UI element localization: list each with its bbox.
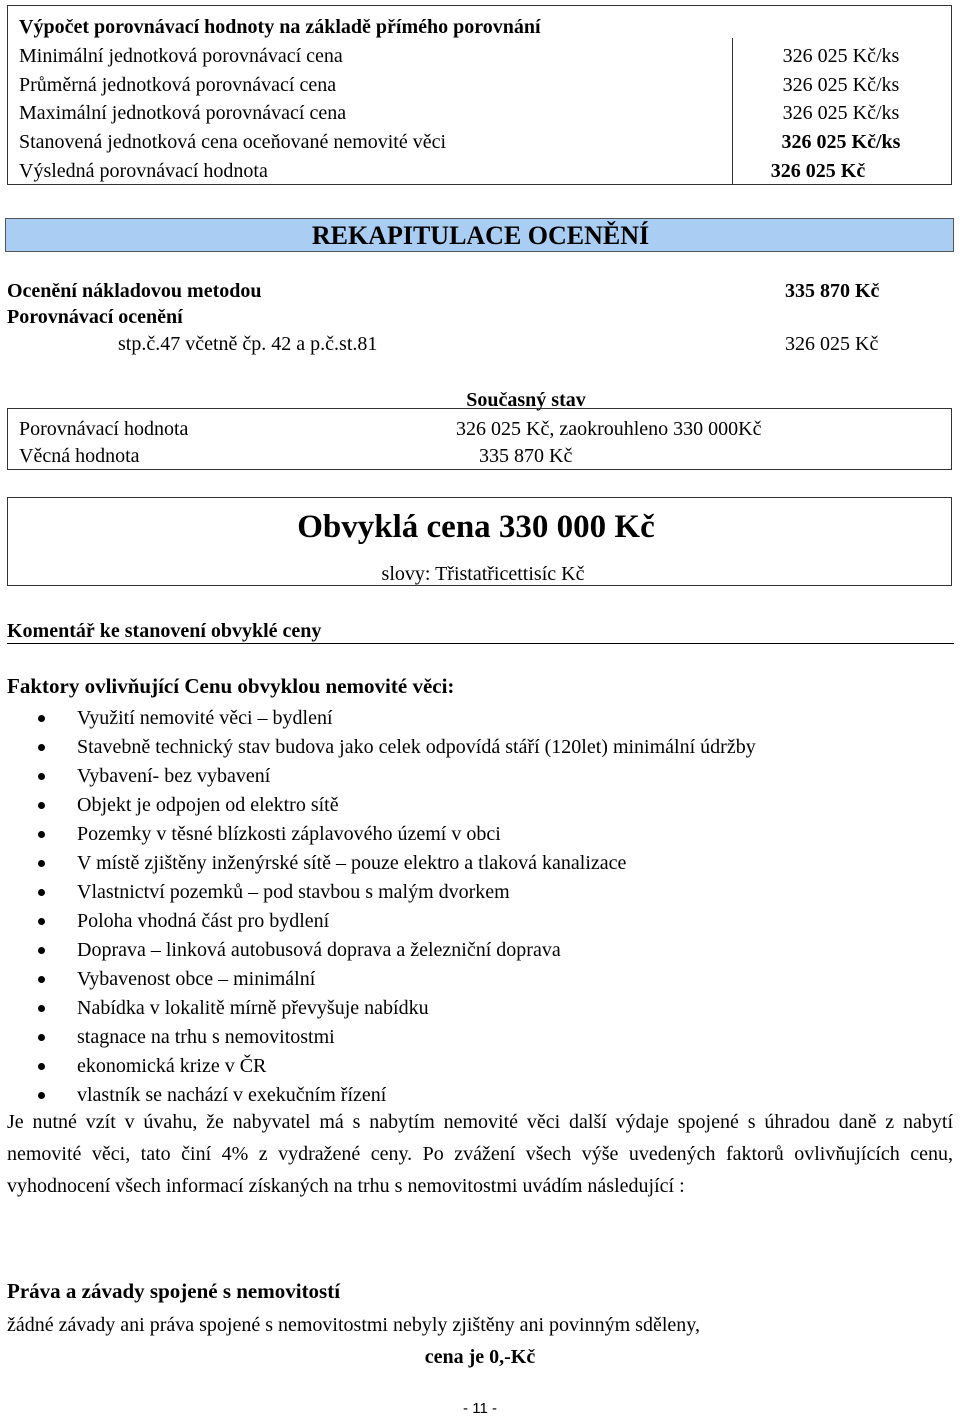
list-item: stagnace na trhu s nemovitostmi: [38, 1023, 756, 1052]
comment-heading: Komentář ke stanovení obvyklé ceny: [7, 620, 322, 642]
comment-rule: [7, 643, 954, 644]
comparative-label: Porovnávací ocenění: [7, 306, 183, 328]
list-item: Vybavenost obce – minimální: [38, 965, 756, 994]
list-item: V místě zjištěny inženýrské sítě – pouze elektro a tlaková kanalizace: [38, 849, 756, 878]
rights-price: cena je 0,-Kč: [424, 1346, 536, 1368]
comparison-value: 326 025 Kč, zaokrouhleno 330 000Kč: [456, 418, 762, 440]
comparison-title: Výpočet porovnávací hodnoty na základě přímého porovnání: [19, 16, 541, 38]
bullet-icon: [38, 1005, 45, 1012]
list-item: Využití nemovité věci – bydlení: [38, 704, 756, 733]
cost-method-label: Ocenění nákladovou metodou: [7, 280, 262, 302]
bullet-icon: [38, 860, 45, 867]
comparative-value: 326 025 Kč: [785, 333, 879, 355]
usual-price-words: slovy: Třistatřicettisíc Kč: [381, 563, 585, 585]
result-label: Výsledná porovnávací hodnota: [19, 160, 268, 182]
recap-title: REKAPITULACE OCENĚNÍ: [311, 221, 650, 250]
bullet-icon: [38, 947, 45, 954]
bullet-icon: [38, 918, 45, 925]
material-value: 335 870 Kč: [479, 445, 573, 467]
usual-price-headline: Obvyklá cena 330 000 Kč: [297, 509, 655, 545]
list-item: Vybavení- bez vybavení: [38, 762, 756, 791]
max-price-label: Maximální jednotková porovnávací cena: [19, 102, 347, 124]
list-item: vlastník se nachází v exekučním řízení: [38, 1081, 756, 1110]
comparative-sub: stp.č.47 včetně čp. 42 a p.č.st.81: [118, 333, 378, 355]
list-item: Poloha vhodná část pro bydlení: [38, 907, 756, 936]
set-price-label: Stanovená jednotková cena oceňované nemovité věci: [19, 131, 447, 153]
bullet-icon: [38, 889, 45, 896]
min-price-label: Minimální jednotková porovnávací cena: [19, 45, 343, 67]
list-item: Nabídka v lokalitě mírně převyšuje nabídku: [38, 994, 756, 1023]
list-item: ekonomická krize v ČR: [38, 1052, 756, 1081]
list-item: Vlastnictví pozemků – pod stavbou s malým dvorkem: [38, 878, 756, 907]
factors-list: [38, 704, 756, 1110]
rights-heading: Práva a závady spojené s nemovitostí: [7, 1279, 341, 1303]
bullet-icon: [38, 715, 45, 722]
bullet-icon: [38, 802, 45, 809]
bullet-icon: [38, 744, 45, 751]
bullet-icon: [38, 976, 45, 983]
considerations-paragraph: Je nutné vzít v úvahu, že nabyvatel má s nabytím nemovité věci další výdaje spojené s úhradou daně z nabytí nemovité věci, tato činí 4% z vydražené ceny. Po zvážení všech výše uvedených faktorů ovlivňujících cenu, vyhodnocení všech informací získaných na trhu s nemovitostmi uvádím následující :: [7, 1111, 953, 1197]
current-state-heading: Současný stav: [466, 389, 586, 411]
comparison-value-label: Porovnávací hodnota: [19, 418, 189, 440]
avg-price-label: Průměrná jednotková porovnávací cena: [19, 74, 337, 96]
list-item: Stavebně technický stav budova jako celek odpovídá stáří (120let) minimální údržby: [38, 733, 756, 762]
bullet-icon: [38, 1034, 45, 1041]
bullet-icon: [38, 1063, 45, 1070]
bullet-icon: [38, 773, 45, 780]
min-price-value: 326 025 Kč/ks: [782, 45, 900, 67]
page-number: - 11 -: [463, 1400, 497, 1417]
bullet-icon: [38, 1092, 45, 1099]
list-item: Pozemky v těsné blízkosti záplavového území v obci: [38, 820, 756, 849]
material-value-label: Věcná hodnota: [19, 445, 140, 467]
set-price-value: 326 025 Kč/ks: [781, 131, 901, 153]
avg-price-value: 326 025 Kč/ks: [782, 74, 900, 96]
list-item: Objekt je odpojen od elektro sítě: [38, 791, 756, 820]
recap-bar: [5, 218, 954, 252]
factors-heading: Faktory ovlivňující Cenu obvyklou nemovité věci:: [7, 674, 455, 698]
bullet-icon: [38, 831, 45, 838]
max-price-value: 326 025 Kč/ks: [782, 102, 900, 124]
result-value: 326 025 Kč: [770, 160, 866, 182]
list-item: Doprava – linková autobusová doprava a železniční doprava: [38, 936, 756, 965]
rights-text: žádné závady ani práva spojené s nemovitostmi nebyly zjištěny ani povinným sděleny,: [7, 1314, 700, 1336]
cost-method-value: 335 870 Kč: [785, 280, 880, 302]
